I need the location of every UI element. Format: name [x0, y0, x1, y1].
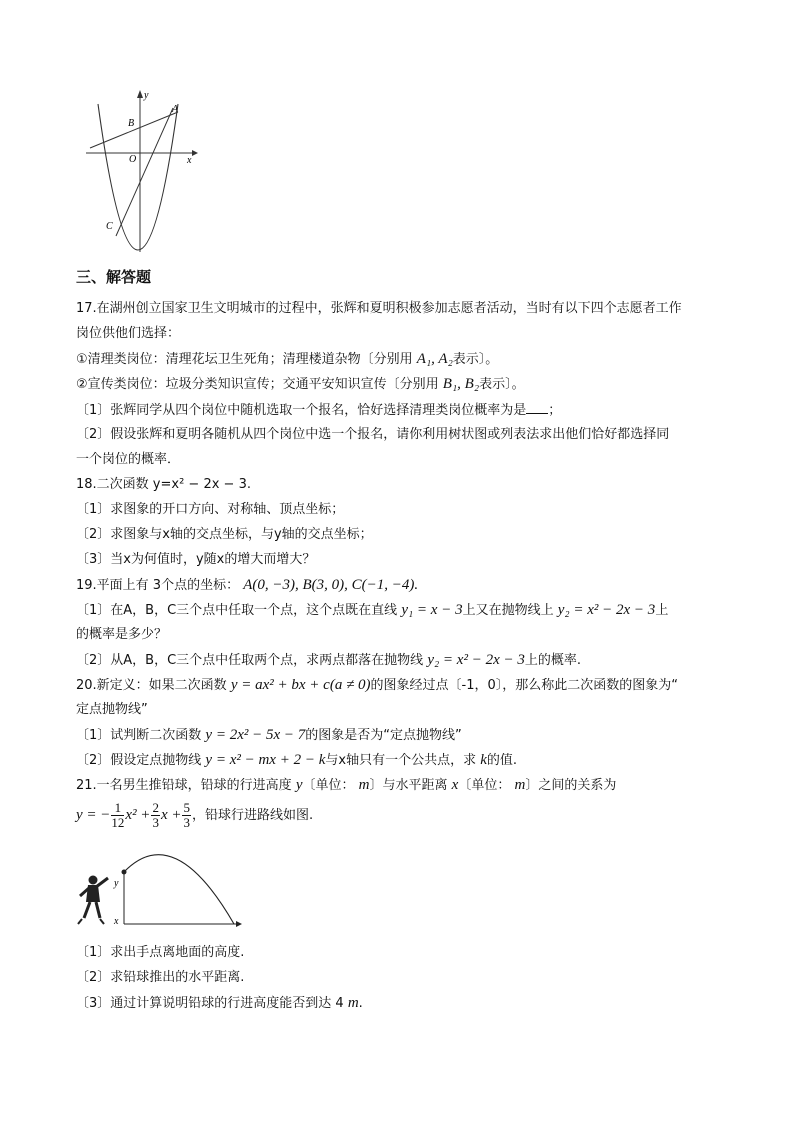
q20-line2: 定点抛物线”	[76, 702, 148, 717]
origin-label: O	[129, 154, 137, 165]
answer-blank	[526, 401, 548, 414]
x-axis-arrow	[192, 150, 198, 156]
q20-title: 20.新定义：如果二次函数 y = ax² + bx + c(a ≠ 0)的图象经过点〔-1，0〕，那么称此二次函数的图象为“	[76, 677, 679, 693]
fraction-1-12: $\frac{1}{12}$	[111, 800, 125, 830]
q17-part1: 〔1〕张辉同学从四个岗位中随机选取一个报名，恰好选择清理类岗位概率为是 ；	[76, 403, 562, 418]
trajectory-curve	[124, 855, 234, 924]
fig-x-label: x	[114, 916, 119, 927]
q21-title: 21.一名男生推铅球，铅球的行进高度 y〔单位： m〕与水平距离 x〔单位： m〕之间的关系为	[76, 777, 617, 793]
shot-put-figure	[74, 840, 244, 930]
q17-line1: 17.在湖州创立国家卫生文明城市的过程中，张辉和夏明积极参加志愿者活动，当时有以下四个志愿者工作	[76, 301, 682, 316]
q17-option1: ①清理类岗位：清理花坛卫生死角；清理楼道杂物〔分别用 A₁, A₂表示〕。	[76, 351, 499, 367]
q18-title: 18.二次函数 y=x² − 2x − 3.	[76, 477, 251, 492]
q19-part1: 〔1〕在A，B，C三个点中任取一个点，这个点既在直线 y₁ = x − 3上又在抛物线上 y₂ = x² − 2x − 3上	[76, 602, 669, 618]
q21-part1: 〔1〕求出手点离地面的高度.	[76, 945, 245, 960]
point-c-label: C	[106, 221, 113, 232]
fraction-2-3: $\frac{2}{3}$	[152, 800, 159, 830]
q18-part2: 〔2〕求图象与x轴的交点坐标，与y轴的交点坐标；	[76, 527, 373, 542]
section-title: 三、解答题	[76, 268, 152, 286]
athlete-icon	[78, 876, 108, 924]
q18-part3: 〔3〕当x为何值时，y随x的增大而增大？	[76, 552, 316, 567]
fraction-5-3: $\frac{5}{3}$	[183, 800, 190, 830]
q17-line2: 岗位供他们选择：	[76, 326, 181, 341]
point-a-label: A	[172, 104, 179, 115]
q17-part2-line2: 一个岗位的概率．	[76, 452, 181, 467]
q21-part3: 〔3〕通过计算说明铅球的行进高度能否到达 4 m.	[76, 995, 363, 1011]
q17-part2-line1: 〔2〕假设张辉和夏明各随机从四个岗位中选一个报名，请你利用树状图或列表法求出他们恰好都选择同	[76, 427, 670, 442]
q20-part1: 〔1〕试判断二次函数 y = 2x² − 5x − 7的图象是否为“定点抛物线”	[76, 727, 462, 743]
q17-option2: ②宣传类岗位：垃圾分类知识宣传；交通平安知识宣传〔分别用 B₁, B₂表示〕。	[76, 376, 525, 392]
q19-title: 19.平面上有 3个点的坐标： A(0, −3), B(3, 0), C(−1, −4).	[76, 577, 419, 593]
q20-part2: 〔2〕假设定点抛物线 y = x² − mx + 2 − k与x轴只有一个公共点，求 k的值.	[76, 752, 518, 768]
point-b-label: B	[128, 118, 135, 129]
q21-equation: y = − $\frac{1}{12}$ x² + $\frac{2}{3}$ x + $\frac{5}{3}$ ，铅球行进路线如图.	[76, 800, 314, 830]
q21-part2: 〔2〕求铅球推出的水平距离.	[76, 970, 245, 985]
fig-y-label: y	[114, 878, 119, 889]
q19-part2: 〔2〕从A，B，C三个点中任取两个点，求两点都落在抛物线 y₂ = x² − 2x − 3上的概率.	[76, 652, 582, 668]
parabola-lines-figure	[84, 86, 200, 254]
q18-part1: 〔1〕求图象的开口方向、对称轴、顶点坐标；	[76, 502, 345, 517]
x-axis-label: x	[187, 155, 192, 166]
y-axis-label: y	[144, 90, 149, 101]
q19-part1-line2: 的概率是多少？	[76, 627, 168, 642]
ground-arrow	[236, 921, 242, 927]
y-axis-arrow	[137, 90, 143, 98]
line-ca	[116, 108, 173, 236]
